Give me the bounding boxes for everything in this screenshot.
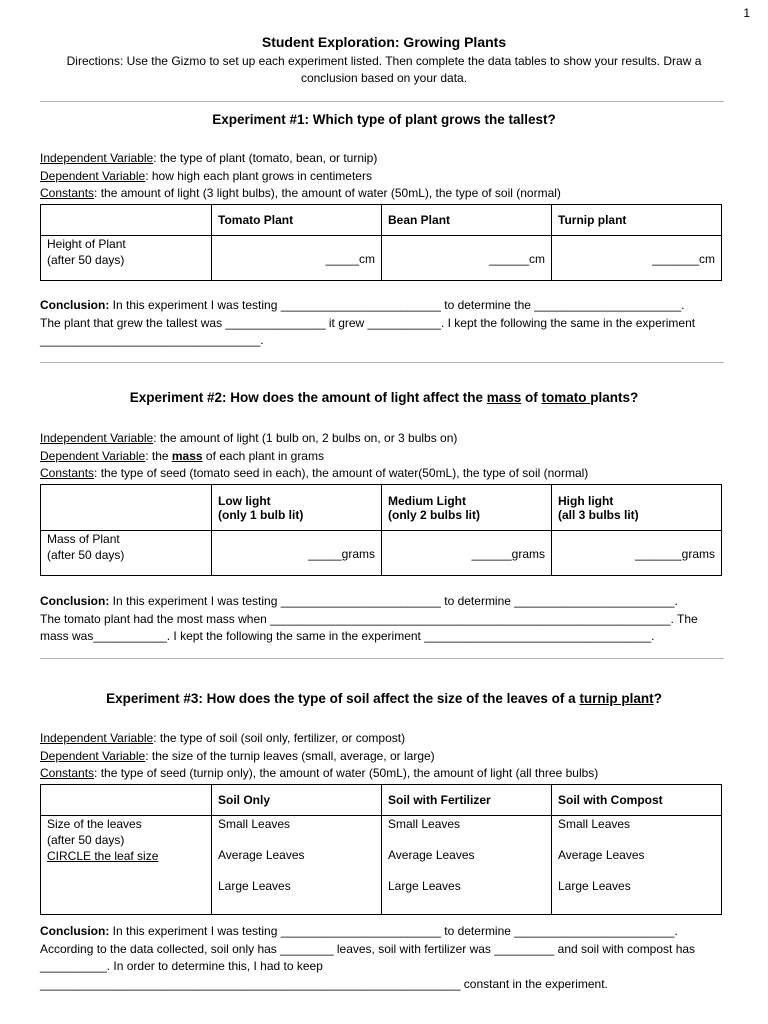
row-label <box>41 531 212 576</box>
header-line: (only 2 bulbs lit) <box>388 507 480 522</box>
table-header: Tomato Plant <box>212 205 382 236</box>
answer-cell[interactable]: _______grams <box>552 531 722 576</box>
iv-label: Independent Variable <box>40 151 154 165</box>
heading-emphasis: tomato <box>541 390 591 405</box>
row-label-line: Height of Plant <box>47 237 126 251</box>
conclusion-text[interactable]: The tomato plant had the most mass when ____________________________________________________________. The <box>40 611 698 626</box>
table-corner <box>41 485 212 531</box>
row-label-line: Mass of Plant <box>47 532 120 546</box>
conclusion-text[interactable]: _________________________________. <box>40 333 264 347</box>
conclusion-text[interactable]: mass was___________. I kept the following the same in the experiment __________________________________. <box>40 629 655 643</box>
conclusion-label: Conclusion: <box>40 594 110 608</box>
header-line: Medium Light <box>388 493 466 508</box>
leaf-size-options <box>212 816 382 915</box>
row-label <box>41 816 212 915</box>
answer-cell[interactable]: ______cm <box>382 236 552 281</box>
header-line: (all 3 bulbs lit) <box>558 507 639 522</box>
heading-text: of <box>521 390 542 405</box>
constants-text: : the amount of light (3 light bulbs), the amount of water (50mL), the type of soil (normal) <box>94 186 561 200</box>
divider <box>40 362 724 363</box>
row-label <box>41 236 212 281</box>
table-header: Bean Plant <box>382 205 552 236</box>
iv-text: : the amount of light (1 bulb on, 2 bulbs on, or 3 bulbs on) <box>153 431 458 445</box>
table-header: Turnip plant <box>552 205 722 236</box>
row-label-line: (after 50 days) <box>47 833 125 847</box>
exp1-conclusion <box>40 297 730 350</box>
row-label-line: (after 50 days) <box>47 253 125 267</box>
dv-text: : the size of the turnip leaves (small, average, or large) <box>145 748 435 763</box>
conclusion-text[interactable]: In this experiment I was testing ________________________ to determine ________________________. <box>109 924 678 938</box>
exp1-table <box>40 204 722 281</box>
row-label-line: (after 50 days) <box>47 548 125 562</box>
leaf-option[interactable]: Large Leaves <box>558 879 631 893</box>
table-header: Soil with Fertilizer <box>382 785 552 816</box>
iv-label: Independent Variable <box>40 731 154 745</box>
heading-text: Experiment #3: How does the type of soil affect the size of the leaves of a <box>106 691 580 706</box>
exp2-table <box>40 484 722 576</box>
page-number: 1 <box>743 6 750 20</box>
answer-cell[interactable]: _______cm <box>552 236 722 281</box>
conclusion-text[interactable]: In this experiment I was testing ________________________ to determine the ______________________. <box>109 298 685 312</box>
conclusion-text[interactable]: According to the data collected, soil only has ________ leaves, soil with fertilizer was _________ and soil with compost has <box>40 941 696 956</box>
header-line: (only 1 bulb lit) <box>218 507 304 522</box>
conclusion-text[interactable]: _______________________________________________________________ constant in the experiment. <box>40 976 608 991</box>
constants-label: Constants <box>40 766 95 780</box>
row-label-line: CIRCLE the leaf size <box>47 849 159 863</box>
answer-cell[interactable]: _____grams <box>212 531 382 576</box>
dv-text: : the <box>145 448 172 463</box>
conclusion-label: Conclusion: <box>40 298 110 312</box>
exp1-variables <box>40 150 740 203</box>
exp3-table <box>40 784 722 915</box>
iv-text: : the type of soil (soil only, fertilizer, or compost) <box>153 731 406 745</box>
exp3-conclusion <box>40 923 730 993</box>
directions: Directions: Use the Gizmo to set up each experiment listed. Then complete the data tables to show your results. Draw a conclusion based on your data. <box>66 54 702 85</box>
divider <box>40 658 724 659</box>
heading-emphasis: turnip plant <box>579 691 654 706</box>
exp1-heading: Experiment #1: Which type of plant grows the tallest? <box>212 112 556 127</box>
leaf-size-options <box>382 816 552 915</box>
leaf-option[interactable]: Average Leaves <box>218 848 305 862</box>
table-header: Soil Only <box>212 785 382 816</box>
table-header: Soil with Compost <box>552 785 722 816</box>
heading-text: Experiment #2: How does the amount of light affect the <box>129 390 487 405</box>
answer-cell[interactable]: _____cm <box>212 236 382 281</box>
conclusion-text[interactable]: In this experiment I was testing ________________________ to determine ________________________. <box>109 594 678 608</box>
page-title: Student Exploration: Growing Plants <box>261 34 507 50</box>
leaf-option[interactable]: Average Leaves <box>388 848 475 862</box>
conclusion-text[interactable]: The plant that grew the tallest was _______________ it grew ___________. I kept the following the same in the experiment <box>40 315 696 330</box>
exp3-variables <box>40 730 740 783</box>
dv-label: Dependent Variable <box>40 168 146 183</box>
constants-text: : the type of seed (tomato seed in each), the amount of water(50mL), the type of soil (normal) <box>94 466 589 480</box>
heading-emphasis: mass <box>486 390 522 405</box>
divider <box>40 101 724 102</box>
exp2-heading <box>0 390 768 405</box>
exp2-conclusion <box>40 593 730 646</box>
constants-label: Constants <box>40 466 95 480</box>
leaf-option[interactable]: Large Leaves <box>388 879 461 893</box>
exp3-heading <box>0 691 768 706</box>
leaf-option[interactable]: Small Leaves <box>558 817 631 831</box>
table-header <box>382 485 552 531</box>
iv-text: : the type of plant (tomato, bean, or turnip) <box>153 151 378 165</box>
constants-text: : the type of seed (turnip only), the amount of water (50mL), the amount of light (all three bulbs) <box>94 766 599 780</box>
conclusion-label: Conclusion: <box>40 924 110 938</box>
table-header <box>552 485 722 531</box>
leaf-option[interactable]: Small Leaves <box>218 817 291 831</box>
row-label-line: Size of the leaves <box>47 817 142 831</box>
table-corner <box>41 205 212 236</box>
dv-label: Dependent Variable <box>40 748 146 763</box>
dv-emphasis: mass <box>171 448 203 463</box>
exp2-variables <box>40 430 740 483</box>
heading-text: ? <box>653 691 662 706</box>
conclusion-text[interactable]: __________. In order to determine this, I had to keep <box>40 959 323 973</box>
iv-label: Independent Variable <box>40 431 154 445</box>
dv-text: of each plant in grams <box>202 448 324 463</box>
table-header <box>212 485 382 531</box>
leaf-option[interactable]: Small Leaves <box>388 817 461 831</box>
leaf-size-options <box>552 816 722 915</box>
leaf-option[interactable]: Average Leaves <box>558 848 645 862</box>
dv-text: : how high each plant grows in centimeters <box>145 168 372 183</box>
constants-label: Constants <box>40 186 95 200</box>
heading-text: plants? <box>590 390 639 405</box>
header-line: High light <box>558 493 614 508</box>
dv-label: Dependent Variable <box>40 448 146 463</box>
answer-cell[interactable]: ______grams <box>382 531 552 576</box>
leaf-option[interactable]: Large Leaves <box>218 879 291 893</box>
table-corner <box>41 785 212 816</box>
header-line: Low light <box>218 493 271 508</box>
